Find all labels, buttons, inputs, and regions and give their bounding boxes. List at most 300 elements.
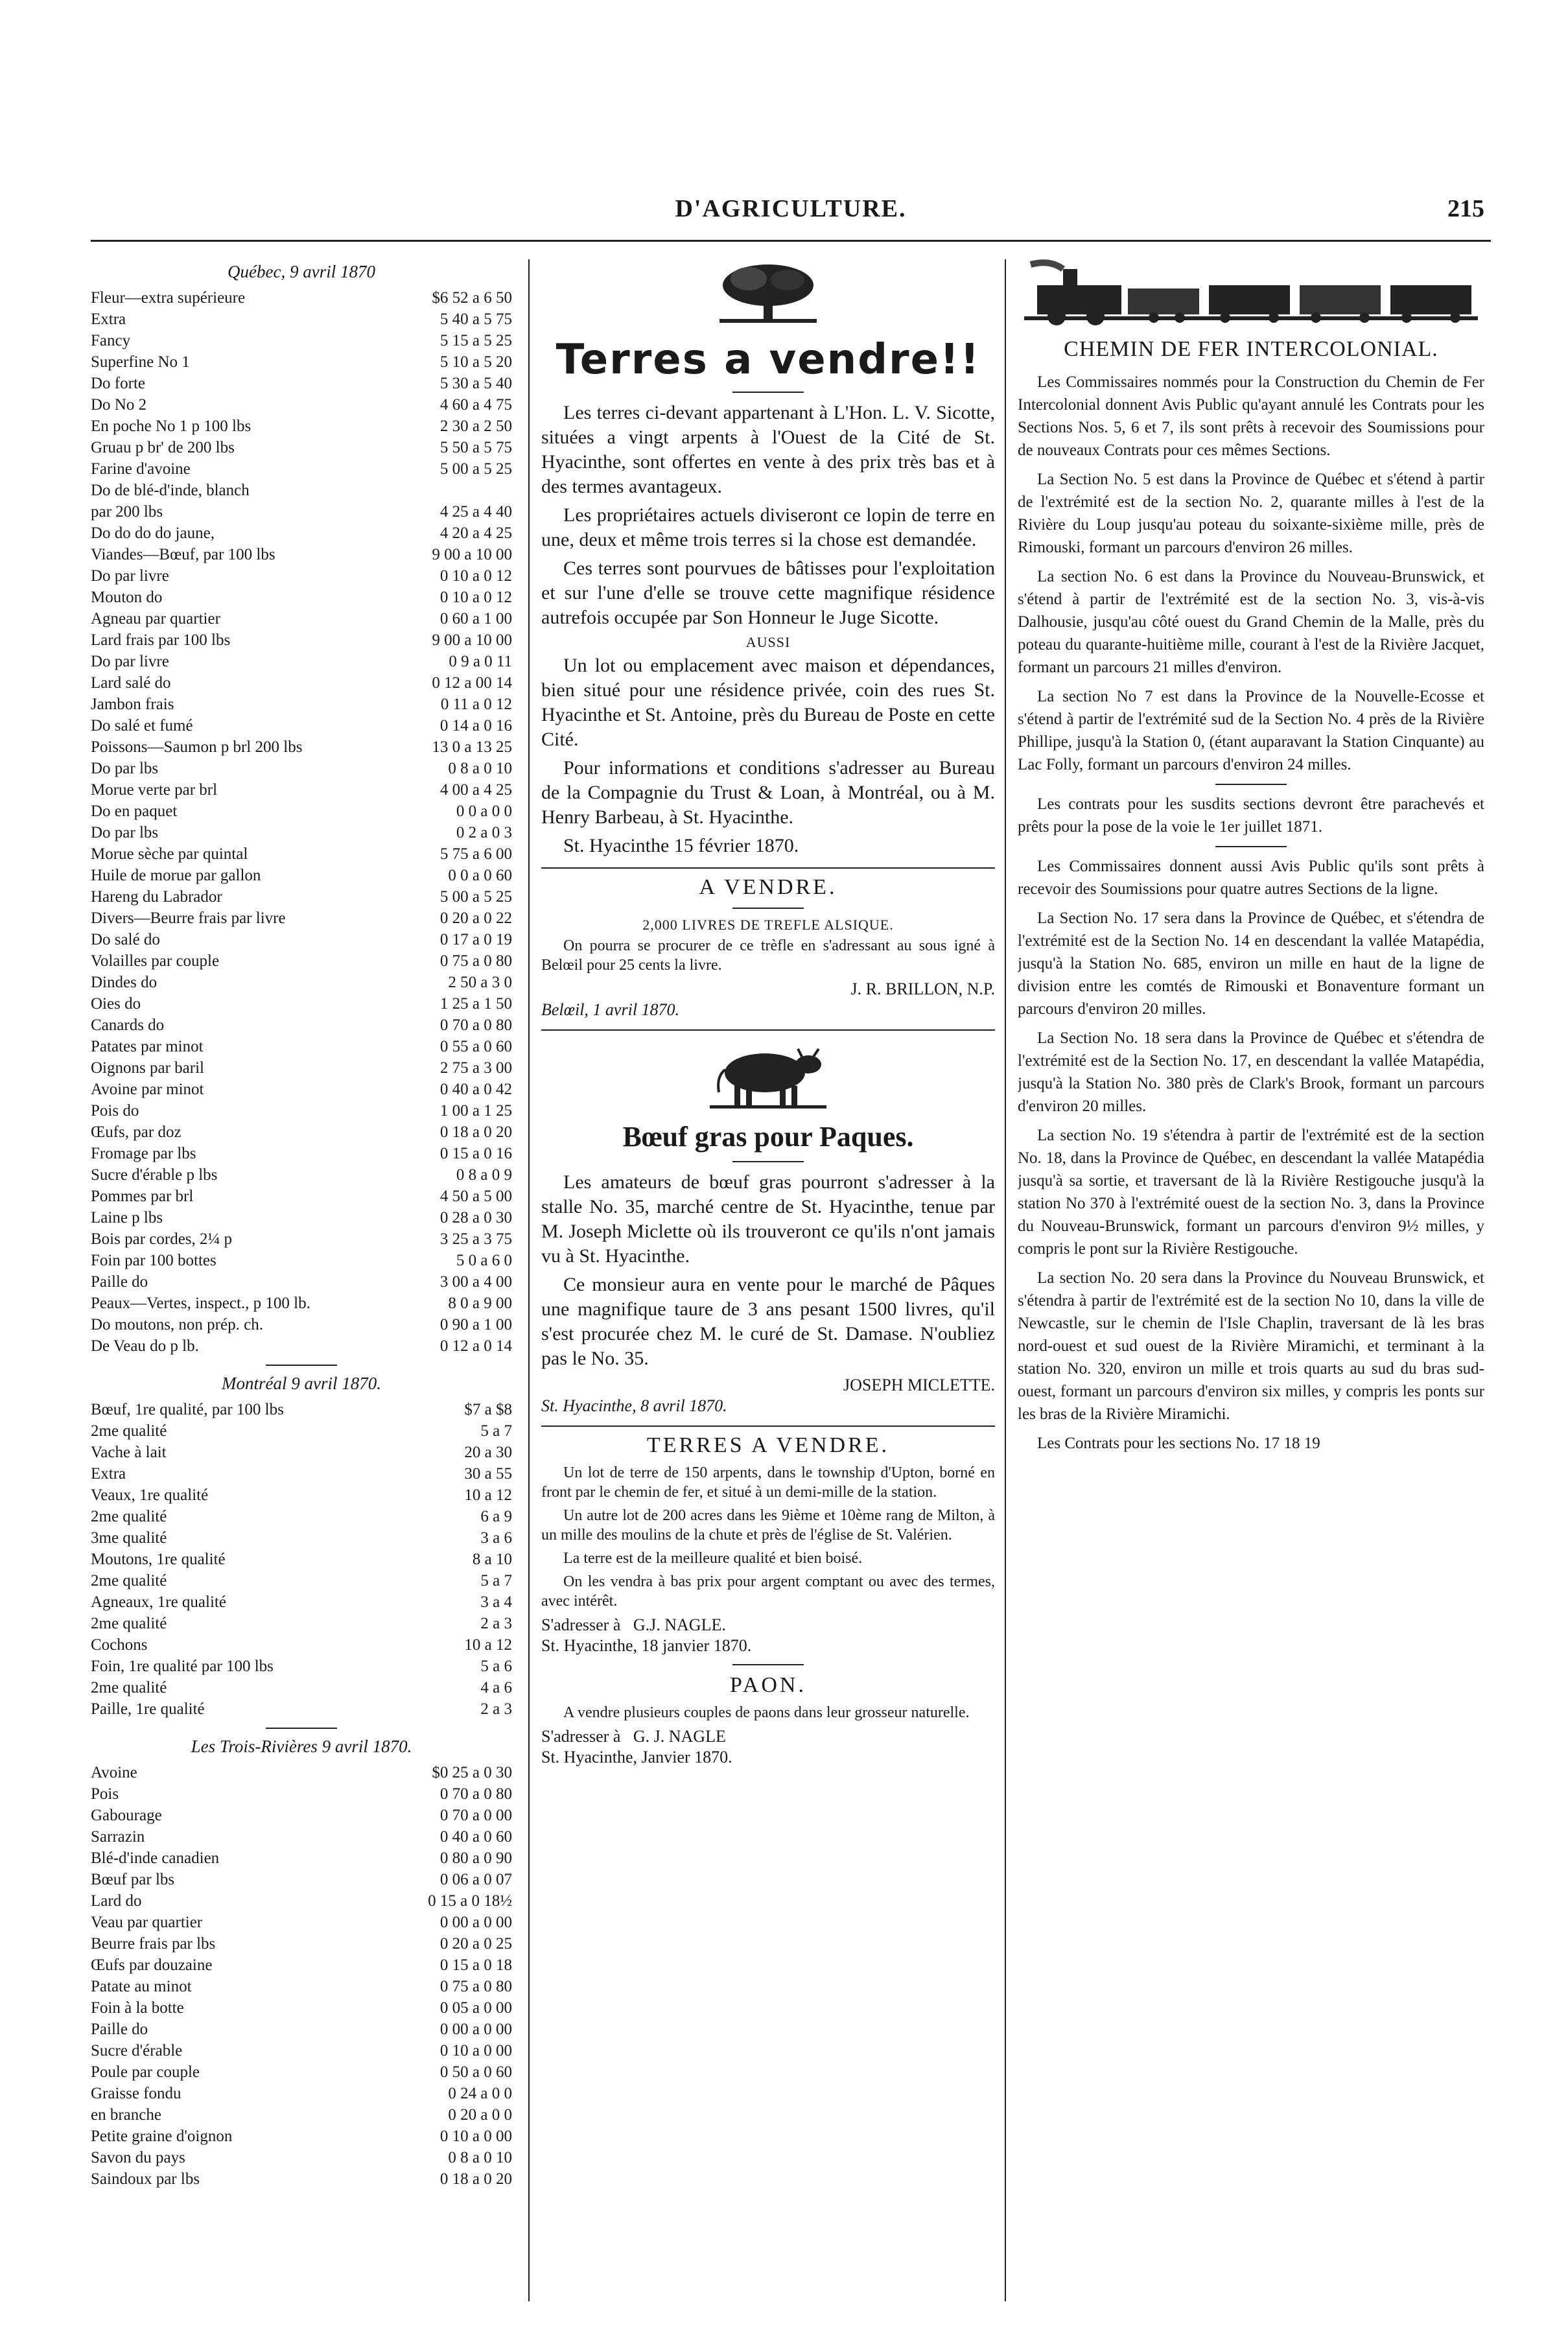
- price-item: Pommes par brl: [91, 1188, 194, 1205]
- ox-illustration: [703, 1037, 833, 1115]
- ad-trefle: [541, 875, 995, 1020]
- header-rule: [91, 240, 1491, 242]
- price-item: 2me qualité: [91, 1679, 167, 1696]
- price-value: 4 60 a 4 75: [439, 396, 512, 414]
- price-row: [91, 1634, 512, 1656]
- price-item: Paille do: [91, 2021, 148, 2038]
- price-item: Hareng du Labrador: [91, 888, 222, 906]
- price-row: [91, 1527, 512, 1549]
- ad-paragraph: Les terres ci-devant appartenant à L'Hon. L. V. Sicotte, situées a vingt arpents à l'Ouest de la Cité de St. Hyacinthe, sont offertes en vente à des prix très bas et à des termes avantageux.: [541, 402, 995, 497]
- notice-body: [1018, 371, 1484, 1455]
- price-value: $6 52 a 6 50: [432, 289, 512, 307]
- price-value: 3 a 6: [480, 1529, 512, 1547]
- market-title: Montréal 9 avril 1870.: [222, 1374, 381, 1393]
- price-item: Avoine: [91, 1764, 137, 1781]
- divider: [732, 1161, 804, 1162]
- price-item: Oies do: [91, 995, 141, 1013]
- price-row: [91, 1186, 512, 1207]
- price-item: Do par lbs: [91, 760, 159, 777]
- price-item: Volailles par couple: [91, 952, 220, 970]
- price-value: 1 25 a 1 50: [439, 995, 512, 1013]
- divider: [1215, 784, 1287, 785]
- price-value: 6 a 9: [480, 1508, 512, 1525]
- running-title: D'AGRICULTURE.: [675, 195, 907, 222]
- notice-paragraph: Les Commissaires nommés pour la Construction du Chemin de Fer Intercolonial donnent Avis Public qu'ayant annulé les Contrats pour les Sections Nos. 5, 6 et 7, ils sont prêts à recevoir des Soumissions pour de nouveaux Contrats pour ces mêmes Sections.: [1018, 373, 1484, 459]
- ad-signature: JOSEPH MICLETTE.: [843, 1376, 995, 1394]
- price-value: 0 8 a 0 10: [448, 760, 512, 777]
- price-row: [91, 1399, 512, 1420]
- price-row: [91, 801, 512, 822]
- price-value: 0 10 a 0 12: [439, 589, 512, 606]
- price-row: [91, 1314, 512, 1335]
- price-row: [91, 2083, 512, 2104]
- price-value: 8 0 a 9 00: [448, 1295, 512, 1312]
- ad-paragraph: Ce monsieur aura en vente pour le marché de Pâques une magnifique taure de 3 ans pesant 1500 livres, qu'il s'est procurée chez M. le curé de St. Damase. N'oubliez pas le No. 35.: [541, 1274, 995, 1369]
- price-row: [91, 1100, 512, 1121]
- price-value: 0 10 a 0 12: [439, 567, 512, 585]
- ad-paragraph: Pour informations et conditions s'adresser au Bureau de la Compagnie du Trust & Loan, à Montréal, ou à M. Henry Barbeau, à St. Hyacinthe.: [541, 757, 995, 828]
- price-value: 0 24 a 0 0: [448, 2085, 512, 2102]
- price-row: [91, 1164, 512, 1186]
- market-section: [91, 1374, 512, 1729]
- price-row: [91, 865, 512, 886]
- tree-illustration: [713, 259, 823, 331]
- price-row: [91, 1591, 512, 1613]
- price-value: 0 10 a 0 00: [439, 2042, 512, 2059]
- price-item: Pois do: [91, 1102, 139, 1120]
- divider: [541, 1425, 995, 1427]
- price-row: [91, 416, 512, 437]
- price-value: 5 10 a 5 20: [439, 353, 512, 371]
- notice-paragraph: La section No. 19 s'étendra à partir de l'extrémité est de la section No. 18, dans la Province de Québec, en descendant la vallée Matapédia jusqu'à sa sortie, et traversant de là la Rivière Restigouche jusqu'à la station No 370 à l'extrémité ouest de la section No. 3, dans la Province du Nouveau-Brunswick, formant un parcours d'environ 9½ milles, y compris le pont sur la Rivière Restigouche.: [1018, 1127, 1484, 1258]
- ad-date: Belœil, 1 avril 1870.: [541, 1000, 680, 1019]
- price-value: 0 06 a 0 07: [439, 1871, 512, 1888]
- price-value: 0 2 a 0 3: [456, 824, 512, 841]
- ad-title: PAON.: [730, 1673, 806, 1697]
- price-value: 5 75 a 6 00: [439, 845, 512, 863]
- price-item: Sucre d'érable: [91, 2042, 183, 2059]
- price-row: [91, 758, 512, 779]
- price-item: Bois par cordes, 2¼ p: [91, 1230, 233, 1248]
- price-value: 0 75 a 0 80: [439, 952, 512, 970]
- price-row: [91, 544, 512, 565]
- price-row: [91, 373, 512, 394]
- divider: [732, 1664, 804, 1665]
- price-item: Do par livre: [91, 653, 169, 670]
- ad-paragraph: Un autre lot de 200 acres dans les 9ième et 10ème rang de Milton, à un mille des moulins de la chute et près de l'église de St. Valérien.: [541, 1507, 995, 1543]
- price-item: Viandes—Bœuf, par 100 lbs: [91, 546, 275, 563]
- price-item: Sarrazin: [91, 1828, 145, 1846]
- notice-paragraph: La Section No. 18 sera dans la Province de Québec et s'étendra de l'extrémité est de la Section No. 17, en descendant la vallée Matapédia, jusqu'à la Station No. 380 près de Clark's Brook, formant un parcours d'environ 20 milles.: [1018, 1029, 1484, 1115]
- price-value: 0 15 a 0 16: [439, 1145, 512, 1162]
- price-row: [91, 1549, 512, 1570]
- price-row: [91, 908, 512, 929]
- price-value: 0 0 a 0 0: [456, 803, 512, 820]
- ad-terres-upton: [541, 1433, 995, 1656]
- price-value: 5 a 6: [480, 1658, 512, 1675]
- ad-date: St. Hyacinthe, 8 avril 1870.: [541, 1396, 727, 1415]
- column-rule-1: [528, 259, 530, 2301]
- price-value: 1 00 a 1 25: [439, 1102, 512, 1120]
- price-item: Œufs, par doz: [91, 1123, 181, 1141]
- price-item: Poule par couple: [91, 2063, 200, 2081]
- price-item: Avoine par minot: [91, 1081, 204, 1098]
- price-value: 4 00 a 4 25: [439, 781, 512, 799]
- price-value: 0 14 a 0 16: [439, 717, 512, 734]
- price-item: Lard do: [91, 1892, 142, 1910]
- price-item: Do en paquet: [91, 803, 178, 820]
- price-item: Extra: [91, 311, 126, 328]
- divider: [266, 1365, 337, 1366]
- price-value: 0 40 a 0 60: [439, 1828, 512, 1846]
- ad-paragraph: Un lot de terre de 150 arpents, dans le township d'Upton, borné en front par le chemin de fer, et situé à un demi-mille de la station.: [541, 1464, 995, 1501]
- price-item: Canards do: [91, 1016, 165, 1034]
- price-item: Vache à lait: [91, 1444, 167, 1461]
- price-row: [91, 2126, 512, 2147]
- price-row: [91, 458, 512, 480]
- price-item: Peaux—Vertes, inspect., p 100 lb.: [91, 1295, 310, 1312]
- notice-paragraph: Les contrats pour les susdits sections devront être parachevés et prêts pour la pose de la voie le 1er juillet 1871.: [1018, 795, 1484, 836]
- price-item: Bœuf, 1re qualité, par 100 lbs: [91, 1401, 284, 1418]
- price-value: 0 00 a 0 00: [439, 1914, 512, 1931]
- price-value: 2 75 a 3 00: [439, 1059, 512, 1077]
- price-value: 30 a 55: [464, 1465, 512, 1483]
- ad-date: St. Hyacinthe 15 février 1870.: [563, 835, 799, 856]
- divider: [266, 1728, 337, 1729]
- price-row: [91, 1121, 512, 1143]
- price-item: Œufs par douzaine: [91, 1956, 213, 1974]
- price-value: 0 75 a 0 80: [439, 1978, 512, 1995]
- price-row: [91, 1228, 512, 1250]
- price-row: [91, 1143, 512, 1164]
- price-item: en branche: [91, 2106, 161, 2124]
- price-row: [91, 330, 512, 351]
- price-value: 0 17 a 0 19: [439, 931, 512, 948]
- price-row: [91, 950, 512, 972]
- railway-notice-column: [1018, 259, 1484, 2320]
- price-item: Dindes do: [91, 974, 158, 991]
- price-item: Divers—Beurre frais par livre: [91, 909, 286, 927]
- price-value: 0 28 a 0 30: [439, 1209, 512, 1226]
- price-row: [91, 629, 512, 651]
- price-value: 3 a 4: [480, 1593, 512, 1611]
- price-value: [423, 480, 512, 501]
- price-row: [91, 993, 512, 1015]
- market-prices-column: [91, 259, 512, 2320]
- price-value: 0 20 a 0 0: [448, 2106, 512, 2124]
- price-item: Do de blé-d'inde, blanch: [91, 482, 250, 499]
- price-item: 2me qualité: [91, 1508, 167, 1525]
- price-row: [91, 1293, 512, 1314]
- price-item: De Veau do p lb.: [91, 1337, 199, 1355]
- price-value: 0 18 a 0 20: [439, 1123, 512, 1141]
- ad-title: TERRES A VENDRE.: [646, 1433, 890, 1457]
- price-item: Paille, 1re qualité: [91, 1700, 205, 1718]
- price-row: [91, 1783, 512, 1805]
- price-item: Agneau par quartier: [91, 610, 220, 628]
- price-value: $0 25 a 0 30: [432, 1764, 512, 1781]
- price-row: [91, 2019, 512, 2040]
- price-row: [91, 779, 512, 801]
- price-row: [91, 1570, 512, 1591]
- price-row: [91, 715, 512, 736]
- ad-boeuf-gras: [541, 1037, 995, 1416]
- price-row: [91, 1463, 512, 1484]
- price-item: Do No 2: [91, 396, 147, 414]
- price-row: [91, 1826, 512, 1847]
- price-value: 4 50 a 5 00: [439, 1188, 512, 1205]
- train-illustration: [1024, 259, 1478, 331]
- price-row: [91, 822, 512, 843]
- price-value: 9 00 a 10 00: [432, 631, 512, 649]
- market-title: Québec, 9 avril 1870: [228, 262, 375, 281]
- price-item: Savon du pays: [91, 2149, 185, 2166]
- ad-title: A VENDRE.: [699, 875, 837, 899]
- price-row: [91, 1015, 512, 1036]
- price-value: 0 55 a 0 60: [439, 1038, 512, 1055]
- price-row: [91, 1677, 512, 1698]
- price-row: [91, 1912, 512, 1933]
- column-rule-2: [1005, 259, 1006, 2301]
- price-item: Gruau p br' de 200 lbs: [91, 439, 235, 456]
- notice-paragraph: La Section No. 17 sera dans la Province de Québec, et s'étendra de l'extrémité est de la Section No. 14 en descendant la vallée Matapédia, jusqu'à la Station No. 685, environ un mille en haut de la ligne de division entre les comtés de Rimouski et Bonaventure formant un parcours d'environ 20 milles.: [1018, 909, 1484, 1018]
- price-row: [91, 2147, 512, 2168]
- ad-paon: [541, 1673, 995, 1768]
- price-item: par 200 lbs: [91, 503, 163, 521]
- price-item: Morue verte par brl: [91, 781, 218, 799]
- price-item: Jambon frais: [91, 696, 174, 713]
- price-value: 5 40 a 5 75: [439, 311, 512, 328]
- notice-paragraph: La section No. 20 sera dans la Province du Nouveau Brunswick, et s'étendra à partir de l'extrémité est de la section No 10, dans la ville de Newcastle, sur le chemin de l'Isle Chaplin, traversant de là les bras nord-ouest et sud ouest de la Rivière Miramichi, et terminant à la station No. 320, environ un mille et trois quarts au sud du bras sud-ouest, formant un parcours d'environ six milles, y compris les ponts sur les bras de la Rivière Miramichi.: [1018, 1269, 1484, 1423]
- price-row: [91, 1656, 512, 1677]
- price-item: Extra: [91, 1465, 126, 1483]
- price-value: 0 9 a 0 11: [449, 653, 512, 670]
- price-row: [91, 2061, 512, 2083]
- ad-date: St. Hyacinthe, Janvier 1870.: [541, 1748, 732, 1766]
- ad-signature: J. R. BRILLON, N.P.: [850, 979, 995, 998]
- ad-paragraph: La terre est de la meilleure qualité et bien boisé.: [563, 1550, 863, 1567]
- price-item: Do par lbs: [91, 824, 159, 841]
- ad-subheading: AUSSI: [745, 634, 791, 650]
- ad-address-label: S'adresser à: [541, 1615, 621, 1634]
- price-value: 5 0 a 6 0: [456, 1252, 512, 1269]
- price-item: Fancy: [91, 332, 131, 349]
- price-row: [91, 1997, 512, 2019]
- ad-terres-sicotte: [541, 259, 995, 858]
- price-value: 0 0 a 0 60: [448, 867, 512, 884]
- price-item: Blé-d'inde canadien: [91, 1849, 220, 1867]
- price-row: [91, 351, 512, 373]
- price-item: Fleur—extra supérieure: [91, 289, 246, 307]
- notice-paragraph: Les Commissaires donnent aussi Avis Public qu'ils sont prêts à recevoir des Soumissions pour quatre autres Sections de la ligne.: [1018, 858, 1484, 898]
- price-item: 2me qualité: [91, 1572, 167, 1589]
- price-item: Lard frais par 100 lbs: [91, 631, 231, 649]
- ad-paragraph: On pourra se procurer de ce trèfle en s'adressant au sous igné à Belœil pour 25 cents la livre.: [541, 937, 995, 974]
- price-value: 0 15 a 0 18½: [428, 1892, 512, 1910]
- price-row: [91, 672, 512, 694]
- ad-title: Bœuf gras pour Paques.: [622, 1121, 914, 1153]
- price-row: [91, 2104, 512, 2126]
- notice-paragraph: La section No. 6 est dans la Province du Nouveau-Brunswick, et s'étend à partir de l'extrémité est de la section No. 3, vis-à-vis Dalhousie, jusqu'au côté ouest du Grand Chemin de la Malle, près du poteau du quarante-huitième mille, courant à l'est de la Rivière Jacquet, formant un parcours 21 milles d'environ.: [1018, 568, 1484, 676]
- price-value: 0 11 a 0 12: [440, 696, 512, 713]
- price-item: Paille do: [91, 1273, 148, 1291]
- price-item: Morue sèche par quintal: [91, 845, 248, 863]
- market-title: Les Trois-Rivières 9 avril 1870.: [191, 1737, 412, 1756]
- price-row: [91, 309, 512, 330]
- price-value: 5 a 7: [480, 1572, 512, 1589]
- price-value: 2 a 3: [480, 1700, 512, 1718]
- price-row: [91, 394, 512, 416]
- price-value: 5 00 a 5 25: [439, 460, 512, 478]
- price-row: [91, 1869, 512, 1890]
- price-value: 4 25 a 4 40: [439, 503, 512, 521]
- price-value: 9 00 a 10 00: [432, 546, 512, 563]
- price-item: Huile de morue par gallon: [91, 867, 261, 884]
- price-value: $7 a $8: [464, 1401, 512, 1418]
- price-item: Foin par 100 bottes: [91, 1252, 216, 1269]
- market-section: [91, 1737, 512, 2190]
- price-value: 0 18 a 0 20: [439, 2170, 512, 2188]
- price-value: 3 00 a 4 00: [439, 1273, 512, 1291]
- price-row: [91, 1335, 512, 1357]
- price-value: 20 a 30: [464, 1444, 512, 1461]
- price-item: Pois: [91, 1785, 119, 1803]
- price-item: Do salé do: [91, 931, 160, 948]
- price-value: 0 40 a 0 42: [439, 1081, 512, 1098]
- price-row: [91, 1762, 512, 1783]
- price-item: 2me qualité: [91, 1615, 167, 1632]
- price-value: 8 a 10: [472, 1551, 512, 1568]
- price-row: [91, 587, 512, 608]
- price-item: Poissons—Saumon p brl 200 lbs: [91, 738, 303, 756]
- price-value: 0 70 a 0 80: [439, 1016, 512, 1034]
- notice-title: CHEMIN DE FER INTERCOLONIAL.: [1064, 337, 1438, 361]
- notice-paragraph: La Section No. 5 est dans la Province de Québec et s'étend à partir de l'extrémité est de la section No. 2, quarante milles à l'est de la Rivière du Loup jusqu'au poteau du soixante-sixième mille, près de Rimouski, formant un parcours d'environ 26 milles.: [1018, 471, 1484, 556]
- price-value: 0 70 a 0 80: [439, 1785, 512, 1803]
- price-item: Do forte: [91, 375, 145, 392]
- divider: [732, 392, 804, 393]
- price-item: Oignons par baril: [91, 1059, 204, 1077]
- price-row: [91, 1954, 512, 1976]
- price-item: 2me qualité: [91, 1422, 167, 1440]
- price-value: 0 8 a 0 10: [448, 2149, 512, 2166]
- price-row: [91, 2040, 512, 2061]
- price-item: Do salé et fumé: [91, 717, 193, 734]
- price-item: Do par livre: [91, 567, 169, 585]
- price-row: [91, 1805, 512, 1826]
- ad-paragraph: Ces terres sont pourvues de bâtisses pour l'exploitation et sur l'une d'elle se trouve cette magnifique résidence autrefois occupée par Son Honneur le Juge Sicotte.: [541, 557, 995, 628]
- price-item: Do moutons, non prép. ch.: [91, 1316, 263, 1333]
- price-row: [91, 929, 512, 950]
- price-value: 0 05 a 0 00: [439, 1999, 512, 2017]
- ad-signature: G. J. NAGLE: [633, 1727, 726, 1746]
- price-item: Foin à la botte: [91, 1999, 184, 2017]
- price-value: 5 30 a 5 40: [439, 375, 512, 392]
- market-section: [91, 262, 512, 1366]
- price-value: 0 60 a 1 00: [439, 610, 512, 628]
- price-row: [91, 886, 512, 908]
- price-item: Sucre d'érable p lbs: [91, 1166, 218, 1184]
- price-item: Gabourage: [91, 1807, 162, 1824]
- price-item: 3me qualité: [91, 1529, 167, 1547]
- price-item: Veaux, 1re qualité: [91, 1486, 209, 1504]
- page-header: [91, 194, 1491, 231]
- price-value: 10 a 12: [464, 1636, 512, 1654]
- price-item: Patates par minot: [91, 1038, 204, 1055]
- price-value: 0 20 a 0 25: [439, 1935, 512, 1953]
- price-value: 2 30 a 2 50: [439, 417, 512, 435]
- price-value: 0 90 a 1 00: [439, 1316, 512, 1333]
- price-value: 5 a 7: [480, 1422, 512, 1440]
- price-item: Do do do do jaune,: [91, 524, 215, 542]
- price-row: [91, 1057, 512, 1079]
- price-value: 3 25 a 3 75: [439, 1230, 512, 1248]
- ad-signature: G.J. NAGLE.: [633, 1615, 726, 1634]
- price-value: 0 8 a 0 9: [456, 1166, 512, 1184]
- price-row: [91, 736, 512, 758]
- price-row: [91, 1271, 512, 1293]
- ad-paragraph: A vendre plusieurs couples de paons dans leur grosseur naturelle.: [563, 1704, 970, 1721]
- price-item: Veau par quartier: [91, 1914, 203, 1931]
- notice-paragraph: La section No 7 est dans la Province de la Nouvelle-Ecosse et s'étend à partir de l'extrémité sud de la Section No. 4 près de la Rivière Phillipe, jusqu'à la Station 0, (étant auparavant la Station Cinquante) au Lac Folly, formant un parcours d'environ 24 milles.: [1018, 688, 1484, 773]
- price-row: [91, 1698, 512, 1720]
- price-item: Mouton do: [91, 589, 163, 606]
- advertisements-column: [541, 259, 995, 2320]
- ad-paragraph: Les propriétaires actuels diviseront ce lopin de terre en une, deux et même trois terres si la chose est demandée.: [541, 504, 995, 550]
- page-number: 215: [1447, 195, 1484, 222]
- price-item: Agneaux, 1re qualité: [91, 1593, 226, 1611]
- price-value: 0 00 a 0 00: [439, 2021, 512, 2038]
- price-row: [91, 1933, 512, 1954]
- ad-date: St. Hyacinthe, 18 janvier 1870.: [541, 1636, 752, 1655]
- price-row: [91, 437, 512, 458]
- ad-address-label: S'adresser à: [541, 1727, 621, 1746]
- price-row: [91, 565, 512, 587]
- price-row: [91, 608, 512, 629]
- price-value: 0 12 a 0 14: [439, 1337, 512, 1355]
- price-item: Petite graine d'oignon: [91, 2128, 233, 2145]
- price-row: [91, 972, 512, 993]
- market-reports: [91, 262, 512, 2190]
- price-value: 13 0 a 13 25: [432, 738, 512, 756]
- divider: [732, 908, 804, 909]
- price-item: Moutons, 1re qualité: [91, 1551, 226, 1568]
- price-item: Lard salé do: [91, 674, 171, 692]
- price-row: [91, 2168, 512, 2190]
- price-value: 0 20 a 0 22: [439, 909, 512, 927]
- price-row: [91, 501, 512, 522]
- price-row: [91, 843, 512, 865]
- price-row: [91, 1442, 512, 1463]
- price-row: [91, 1250, 512, 1271]
- price-row: [91, 1420, 512, 1442]
- price-item: Graisse fondu: [91, 2085, 181, 2102]
- price-row: [91, 1036, 512, 1057]
- divider: [541, 867, 995, 869]
- price-row: [91, 1484, 512, 1506]
- price-item: Beurre frais par lbs: [91, 1935, 216, 1953]
- price-row: [91, 1976, 512, 1997]
- price-item: Cochons: [91, 1636, 148, 1654]
- price-value: 4 a 6: [480, 1679, 512, 1696]
- price-row: [91, 522, 512, 544]
- price-item: En poche No 1 p 100 lbs: [91, 417, 252, 435]
- price-row: [91, 1613, 512, 1634]
- price-row: [91, 1079, 512, 1100]
- price-item: Foin, 1re qualité par 100 lbs: [91, 1658, 274, 1675]
- price-value: 2 a 3: [480, 1615, 512, 1632]
- price-value: 0 12 a 00 14: [432, 674, 512, 692]
